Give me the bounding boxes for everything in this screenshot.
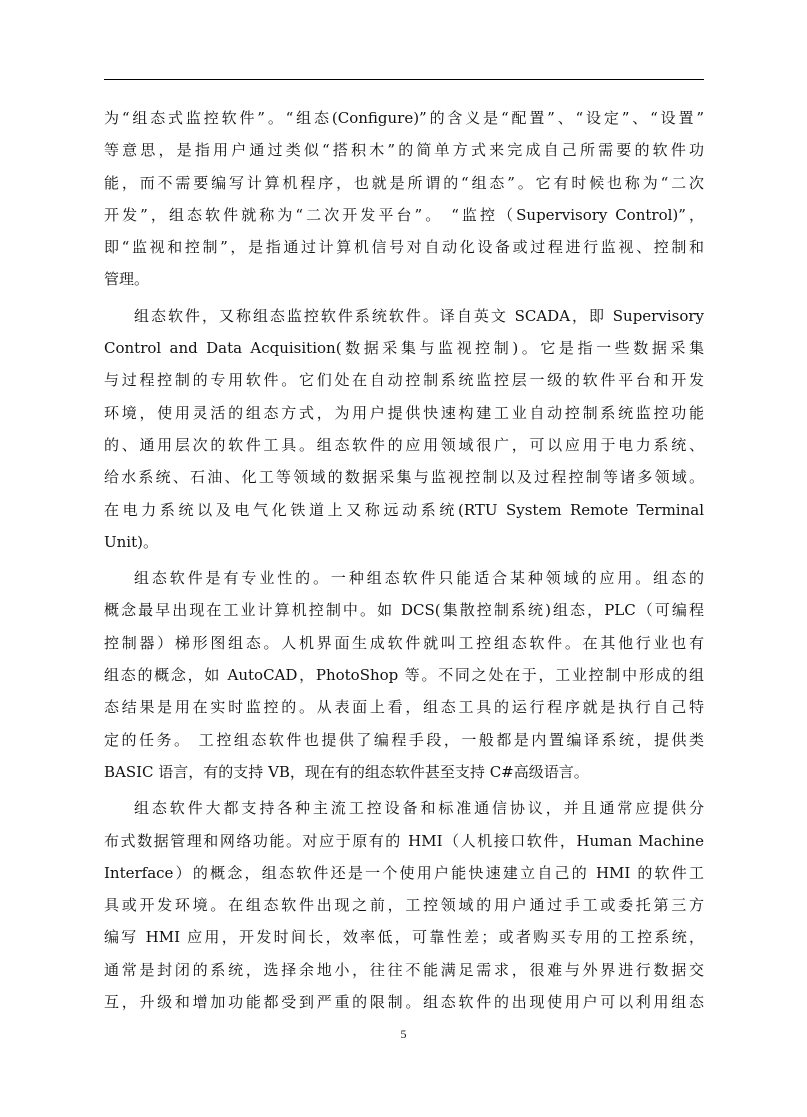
page-number: 5 [400, 1027, 407, 1041]
text-line: 组态软件，又称组态监控软件系统软件。译自英文 SCADA，即 Supervisory [134, 306, 704, 325]
text-line: 组态的概念，如 AutoCAD，PhotoShop 等。不同之处在于，工业控制中形成的组 [104, 666, 704, 685]
text-line: 控制器）梯形图组态。人机界面生成软件就叫工控组态软件。在其他行业也有 [104, 633, 704, 652]
text-line: 态结果是用在实时监控的。从表面上看，组态工具的运行程序就是执行自己特 [104, 698, 704, 717]
text-line: 即“监视和控制”，是指通过计算机信号对自动化设备或过程进行监视、控制和 [104, 238, 704, 257]
text-line: 编写 HMI 应用，开发时间长，效率低，可靠性差；或者购买专用的工控系统， [104, 928, 704, 947]
text-line: 给水系统、石油、化工等领域的数据采集与监视控制以及过程控制等诸多领域。 [104, 468, 704, 487]
text-line: 布式数据管理和网络功能。对应于原有的 HMI（人机接口软件，Human Machine [104, 831, 704, 850]
paragraph [104, 562, 704, 788]
text-line: 能，而不需要编写计算机程序，也就是所谓的“组态”。它有时候也称为“二次 [104, 173, 704, 192]
header-rule [104, 79, 704, 80]
paragraph [104, 102, 704, 296]
document-body [104, 102, 704, 1018]
text-line: 的、通用层次的软件工具。组态软件的应用领域很广，可以应用于电力系统、 [104, 435, 704, 454]
text-line: Interface）的概念，组态软件还是一个使用户能快速建立自己的 HMI 的软件工 [104, 863, 704, 882]
text-line: 具或开发环境。在组态软件出现之前，工控领域的用户通过手工或委托第三方 [104, 896, 704, 915]
paragraph [104, 300, 704, 558]
text-line: 组态软件是有专业性的。一种组态软件只能适合某种领域的应用。组态的 [134, 569, 704, 588]
text-line: Control and Data Acquisition(数据采集与监视控制)。它是指一些数据采集 [104, 339, 704, 358]
text-line: 定的任务。 工控组态软件也提供了编程手段，一般都是内置编译系统，提供类 [104, 730, 704, 749]
text-line: Unit)。 [104, 532, 158, 551]
text-line: 管理。 [104, 270, 150, 289]
text-line: 在电力系统以及电气化铁道上又称远动系统(RTU System Remote Terminal [104, 500, 704, 519]
text-line: 概念最早出现在工业计算机控制中。如 DCS(集散控制系统)组态，PLC（可编程 [104, 601, 704, 620]
text-line: BASIC 语言，有的支持 VB，现在有的组态软件甚至支持 C#高级语言。 [104, 762, 589, 781]
text-line: 互，升级和增加功能都受到严重的限制。组态软件的出现使用户可以利用组态 [104, 993, 704, 1012]
text-line: 为“组态式监控软件”。“组态(Configure)”的含义是“配置”、“设定”、“设置” [104, 109, 704, 127]
text-line: 与过程控制的专用软件。它们处在自动控制系统监控层一级的软件平台和开发 [104, 371, 704, 390]
text-line: 通常是封闭的系统，选择余地小，往往不能满足需求，很难与外界进行数据交 [104, 960, 704, 979]
text-line: 等意思，是指用户通过类似“搭积木”的简单方式来完成自己所需要的软件功 [104, 141, 704, 160]
text-line: 开发”，组态软件就称为“二次开发平台”。 “监控（Supervisory Control)”， [104, 205, 704, 224]
paragraph [104, 792, 704, 1018]
text-line: 组态软件大都支持各种主流工控设备和标准通信协议，并且通常应提供分 [134, 799, 704, 818]
text-line: 环境，使用灵活的组态方式，为用户提供快速构建工业自动控制系统监控功能 [104, 403, 704, 422]
